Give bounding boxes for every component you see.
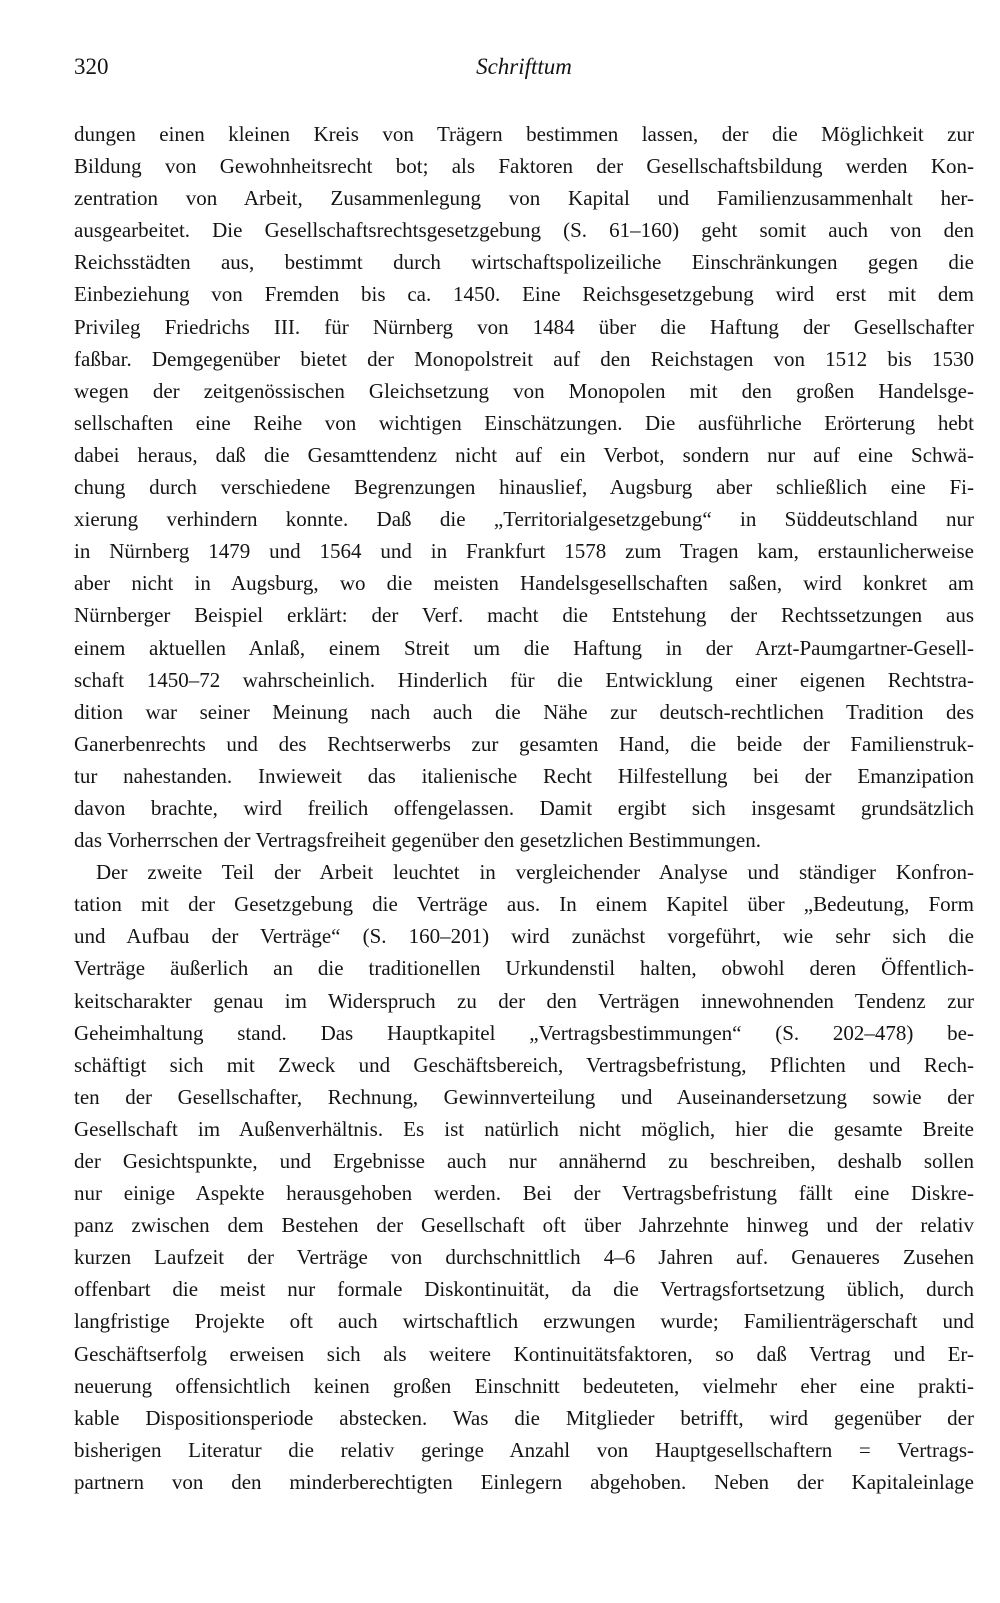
text-line: partnern von den minderberechtigten Einlegern abgehoben. Neben der Kapitaleinlage (74, 1469, 974, 1494)
running-title: Schrifttum (476, 54, 572, 79)
text-line: Geschäftserfolg erweisen sich als weitere Kontinuitätsfaktoren, so daß Vertrag und Er- (74, 1341, 974, 1366)
text-line: Einbeziehung von Fremden bis ca. 1450. Eine Reichsgesetzgebung wird erst mit dem (74, 282, 974, 307)
text-line: schäftigt sich mit Zweck und Geschäftsbereich, Vertragsbefristung, Pflichten und Rech- (74, 1052, 974, 1077)
text-line: tur nahestanden. Inwieweit das italienische Recht Hilfestellung bei der Emanzipation (74, 763, 974, 788)
text-line: Ganerbenrechts und des Rechtserwerbs zur gesamten Hand, die beide der Familienstruk- (74, 731, 974, 756)
text-line: kurzen Laufzeit der Verträge von durchschnittlich 4–6 Jahren auf. Genaueres Zusehen (74, 1245, 974, 1270)
text-line: in Nürnberg 1479 und 1564 und in Frankfurt 1578 zum Tragen kam, erstaunlicherweise (74, 539, 974, 564)
body-text (74, 118, 974, 1498)
text-line: langfristige Projekte oft auch wirtschaftlich erzwungen wurde; Familienträgerschaft und (74, 1309, 974, 1334)
text-line: Privileg Friedrichs III. für Nürnberg von 1484 über die Haftung der Gesellschafter (74, 314, 974, 339)
text-line: zentration von Arbeit, Zusammenlegung von Kapital und Familienzusammenhalt her- (74, 186, 974, 211)
text-line: chung durch verschiedene Begrenzungen hinauslief, Augsburg aber schließlich eine Fi- (74, 475, 974, 500)
text-line: offenbart die meist nur formale Diskontinuität, da die Vertragsfortsetzung üblich, durch (74, 1277, 974, 1302)
text-line: kable Dispositionsperiode abstecken. Was die Mitglieder betrifft, wird gegenüber der (74, 1405, 974, 1430)
text-line: der Gesichtspunkte, und Ergebnisse auch nur annähernd zu beschreiben, deshalb sollen (74, 1149, 974, 1173)
text-line: tation mit der Gesetzgebung die Verträge aus. In einem Kapitel über „Bedeutung, Form (74, 892, 974, 917)
text-line: ausgearbeitet. Die Gesellschaftsrechtsgesetzgebung (S. 61–160) geht somit auch von den (74, 218, 974, 243)
text-line: schaft 1450–72 wahrscheinlich. Hinderlich für die Entwicklung einer eigenen Rechtstra- (74, 667, 974, 692)
text-line: dabei heraus, daß die Gesamttendenz nicht auf ein Verbot, sondern nur auf eine Schwä- (74, 442, 974, 467)
paragraph-start-line: Der zweite Teil der Arbeit leuchtet in vergleichender Analyse und ständiger Konfron- (96, 860, 974, 885)
text-line: nur einige Aspekte herausgehoben werden. Bei der Vertragsbefristung fällt eine Diskre- (74, 1181, 974, 1206)
text-line: einem aktuellen Anlaß, einem Streit um die Haftung in der Arzt-Paumgartner-Gesell- (74, 635, 974, 660)
text-line: Gesellschaft im Außenverhältnis. Es ist natürlich nicht möglich, hier die gesamte Breite (74, 1116, 974, 1141)
text-line: Reichsstädten aus, bestimmt durch wirtschaftspolizeiliche Einschränkungen gegen die (74, 250, 974, 275)
text-line: xierung verhindern konnte. Daß die „Territorialgesetzgebung“ in Süddeutschland nur (74, 507, 974, 532)
text-line: keitscharakter genau im Widerspruch zu der den Verträgen innewohnenden Tendenz zur (74, 988, 974, 1013)
text-line: davon brachte, wird freilich offengelassen. Damit ergibt sich insgesamt grundsätzlich (74, 795, 974, 820)
text-line: neuerung offensichtlich keinen großen Einschnitt bedeuteten, vielmehr eher eine prakti- (74, 1373, 974, 1398)
text-line: aber nicht in Augsburg, wo die meisten Handelsgesellschaften saßen, wird konkret am (74, 571, 974, 596)
text-line: Bildung von Gewohnheitsrecht bot; als Faktoren der Gesellschaftsbildung werden Kon- (74, 154, 974, 179)
page-number: 320 (74, 54, 109, 79)
text-line: dition war seiner Meinung nach auch die Nähe zur deutsch-rechtlichen Tradition des (74, 699, 974, 724)
text-line: ten der Gesellschafter, Rechnung, Gewinnverteilung und Auseinandersetzung sowie der (74, 1084, 974, 1109)
text-line: Verträge äußerlich an die traditionellen Urkundenstil halten, obwohl deren Öffentlich- (74, 956, 974, 981)
text-line: bisherigen Literatur die relativ geringe Anzahl von Hauptgesellschaftern = Vertrags- (74, 1437, 974, 1462)
text-line: Nürnberger Beispiel erklärt: der Verf. macht die Entstehung der Rechtssetzungen aus (74, 603, 974, 628)
running-header (74, 52, 974, 92)
text-line: dungen einen kleinen Kreis von Trägern bestimmen lassen, der die Möglichkeit zur (74, 122, 974, 146)
text-line: wegen der zeitgenössischen Gleichsetzung von Monopolen mit den großen Handelsge- (74, 378, 974, 403)
text-line: Geheimhaltung stand. Das Hauptkapitel „Vertragsbestimmungen“ (S. 202–478) be- (74, 1020, 974, 1045)
text-line: faßbar. Demgegenüber bietet der Monopolstreit auf den Reichstagen von 1512 bis 1530 (74, 346, 974, 371)
text-line: sellschaften eine Reihe von wichtigen Einschätzungen. Die ausführliche Erörterung hebt (74, 410, 974, 435)
text-line: und Aufbau der Verträge“ (S. 160–201) wird zunächst vorgeführt, wie sehr sich die (74, 924, 974, 949)
text-line: panz zwischen dem Bestehen der Gesellschaft oft über Jahrzehnte hinweg und der relativ (74, 1213, 974, 1238)
paragraph-end-line: das Vorherrschen der Vertragsfreiheit gegenüber den gesetzlichen Bestimmungen. (74, 828, 761, 853)
